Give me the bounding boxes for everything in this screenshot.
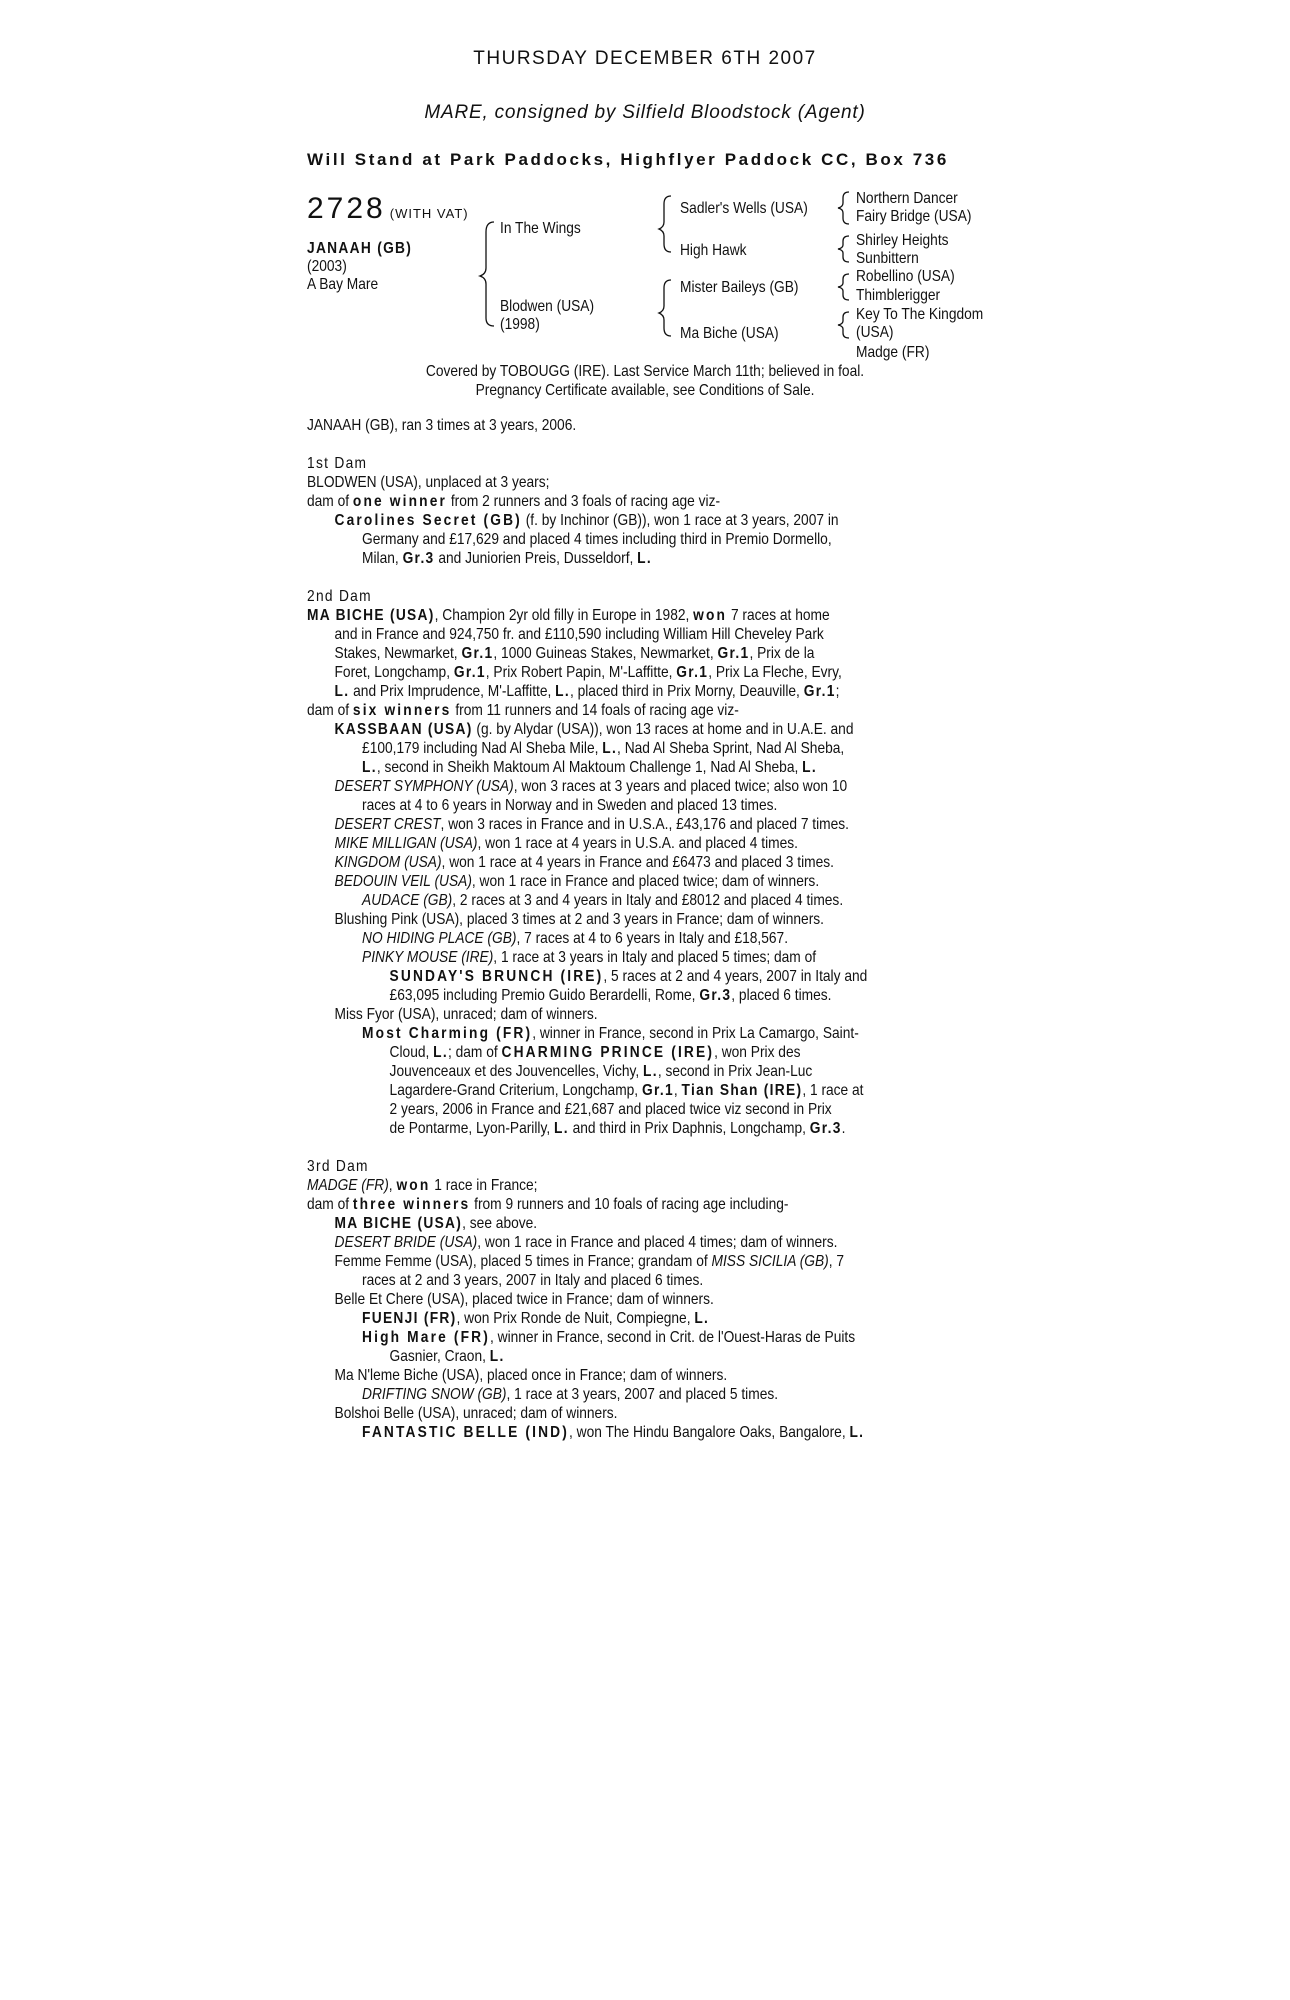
text-fragment: de Pontarme, Lyon-Parilly, xyxy=(389,1120,554,1137)
offspring-name: MIKE MILLIGAN (USA) xyxy=(334,835,478,852)
pedigree-sire: In The Wings xyxy=(500,220,581,237)
text-fragment: , 5 races at 2 and 4 years, 2007 in Italy and xyxy=(603,968,868,985)
grade: L. xyxy=(334,683,350,700)
pedigree-g5: Robellino (USA) xyxy=(856,268,955,285)
grade: L. xyxy=(849,1424,865,1441)
first-dam-produce xyxy=(307,492,909,511)
offspring-entry xyxy=(307,815,909,834)
offspring-entry-cont xyxy=(307,758,909,777)
grade: Gr.1 xyxy=(717,645,750,662)
text-fragment: , placed 6 times. xyxy=(731,987,832,1004)
offspring-entry-cont: Germany and £17,629 and placed 4 times including third in Premio Dormello, xyxy=(362,531,832,548)
text-fragment: , Nad Al Sheba Sprint, Nad Al Sheba, xyxy=(617,740,845,757)
pedigree-g2: Fairy Bridge (USA) xyxy=(856,208,972,225)
text-fragment: dam of xyxy=(307,493,353,510)
third-dam-line xyxy=(307,1176,909,1195)
text-fragment: , won 3 races at 3 years and placed twice; also won 10 xyxy=(513,778,848,795)
text-fragment: , won Prix des xyxy=(714,1044,801,1061)
first-dam-heading: 1st Dam xyxy=(307,455,368,472)
grand-offspring-entry xyxy=(307,948,909,967)
offspring-name: Carolines Secret (GB) xyxy=(334,512,522,529)
horse-year: (2003) xyxy=(307,258,347,275)
grand-offspring-entry xyxy=(307,1328,909,1347)
grade: L. xyxy=(489,1348,505,1365)
offspring-name: KASSBAAN (USA) xyxy=(334,721,473,738)
text-fragment: , won Prix Ronde de Nuit, Compiegne, xyxy=(456,1310,695,1327)
text-fragment: ; xyxy=(835,683,840,700)
second-dam-produce xyxy=(307,701,909,720)
vat-note: (WITH VAT) xyxy=(389,206,469,221)
offspring-entry-cont xyxy=(307,739,909,758)
lot-number: 2728 xyxy=(307,192,386,225)
text-fragment: won xyxy=(396,1177,431,1194)
text-fragment: and third in Prix Daphnis, Longchamp, xyxy=(568,1120,810,1137)
text-fragment: , won The Hindu Bangalore Oaks, Bangalore, xyxy=(568,1424,850,1441)
text-fragment: Gasnier, Craon, xyxy=(389,1348,490,1365)
great-grand-offspring-cont xyxy=(307,986,909,1005)
text-fragment: , xyxy=(388,1177,397,1194)
grade: Gr.1 xyxy=(676,664,709,681)
stand-location: Will Stand at Park Paddocks, Highflyer Paddock CC, Box 736 xyxy=(307,150,949,169)
offspring-entry xyxy=(307,853,909,872)
grade: L. xyxy=(602,740,618,757)
second-dam-cont xyxy=(307,682,909,701)
text-fragment: , winner in France, second in Prix La Camargo, Saint- xyxy=(532,1025,859,1042)
text-fragment: , winner in France, second in Crit. de l'Ouest-Haras de Puits xyxy=(489,1329,856,1346)
grand-offspring-entry xyxy=(307,929,909,948)
pedigree-dam-year: (1998) xyxy=(500,316,540,333)
text-fragment: , Prix Robert Papin, M'-Laffitte, xyxy=(485,664,677,681)
text-fragment: , won 1 race at 4 years in U.S.A. and placed 4 times. xyxy=(477,835,798,852)
offspring-name: DESERT CREST xyxy=(334,816,441,833)
text-fragment: dam of xyxy=(307,1196,353,1213)
offspring-entry xyxy=(307,511,909,530)
text-fragment: from 9 runners and 10 foals of racing age including- xyxy=(470,1196,789,1213)
text-fragment: from 2 runners and 3 foals of racing age viz- xyxy=(447,493,721,510)
pedigree-dam-sire: Mister Baileys (GB) xyxy=(680,279,799,296)
second-dam-line xyxy=(307,606,909,625)
covered-note xyxy=(0,362,1290,400)
grade: Gr.3 xyxy=(699,987,732,1004)
second-dam-cont: and in France and 924,750 fr. and £110,590 including William Hill Cheveley Park xyxy=(334,626,824,643)
pedigree-g1: Northern Dancer xyxy=(856,190,958,207)
offspring-entry: Bolshoi Belle (USA), unraced; dam of winners. xyxy=(334,1405,618,1422)
winners-count: three winners xyxy=(352,1196,471,1213)
grand-offspring-cont xyxy=(307,1062,909,1081)
offspring-entry xyxy=(307,1214,909,1233)
pedigree-g4: Sunbittern xyxy=(856,250,919,267)
grand-offspring-entry xyxy=(307,1309,909,1328)
text-fragment: Milan, xyxy=(362,550,403,567)
pedigree-sire-sire: Sadler's Wells (USA) xyxy=(680,200,808,217)
pedigree-dam: Blodwen (USA) xyxy=(500,298,595,315)
text-fragment: , 2 races at 3 and 4 years in Italy and £8012 and placed 4 times. xyxy=(452,892,844,909)
text-fragment: , 1 race at 3 years in Italy and placed 5 times; dam of xyxy=(493,949,817,966)
consignment-line: MARE, consigned by Silfield Bloodstock (Agent) xyxy=(424,102,866,123)
offspring-entry: Belle Et Chere (USA), placed twice in France; dam of winners. xyxy=(334,1291,714,1308)
grade: L. xyxy=(433,1044,448,1061)
offspring-name: SUNDAY'S BRUNCH (IRE) xyxy=(389,968,604,985)
grade: L. xyxy=(694,1310,710,1327)
horse-description: A Bay Mare xyxy=(307,276,379,293)
offspring-entry xyxy=(307,720,909,739)
text-fragment: (f. by Inchinor (GB)), won 1 race at 3 years, 2007 in xyxy=(521,512,839,529)
offspring-entry: Blushing Pink (USA), placed 3 times at 2 and 3 years in France; dam of winners. xyxy=(334,911,824,928)
grand-offspring-entry xyxy=(307,1385,909,1404)
pedigree-sire-dam: High Hawk xyxy=(680,242,747,259)
text-fragment: , 1 race at 3 years, 2007 and placed 5 times. xyxy=(506,1386,779,1403)
offspring-entry: Ma N'leme Biche (USA), placed once in France; dam of winners. xyxy=(334,1367,728,1384)
offspring-name: MISS SICILIA (GB) xyxy=(711,1253,829,1270)
text-fragment: . xyxy=(841,1120,846,1137)
offspring-name: FUENJI (FR) xyxy=(362,1310,457,1327)
grand-offspring-entry xyxy=(307,891,909,910)
text-fragment: , won 1 race in France and placed 4 times; dam of winners. xyxy=(477,1234,838,1251)
catalogue-body xyxy=(307,416,909,1442)
offspring-name: NO HIDING PLACE (GB) xyxy=(362,930,517,947)
text-fragment: 7 races at home xyxy=(727,607,830,624)
offspring-entry xyxy=(307,834,909,853)
third-dam-produce xyxy=(307,1195,909,1214)
offspring-name: KINGDOM (USA) xyxy=(334,854,442,871)
offspring-name: High Mare (FR) xyxy=(362,1329,490,1346)
text-fragment: , xyxy=(673,1082,682,1099)
horse-name: JANAAH (GB) xyxy=(307,240,413,257)
text-fragment: Cloud, xyxy=(389,1044,434,1061)
grand-offspring-entry xyxy=(307,1024,909,1043)
covered-line-2: Pregnancy Certificate available, see Conditions of Sale. xyxy=(475,382,815,399)
pedigree-g8: Madge (FR) xyxy=(856,344,930,361)
grand-offspring-entry xyxy=(307,1423,909,1442)
first-dam-line: BLODWEN (USA), unplaced at 3 years; xyxy=(307,474,550,491)
grand-offspring-cont xyxy=(307,1119,909,1138)
dam-name: MADGE (FR) xyxy=(307,1177,389,1194)
text-fragment: Foret, Longchamp, xyxy=(334,664,454,681)
text-fragment: (g. by Alydar (USA)), won 13 races at home and in U.A.E. and xyxy=(472,721,854,738)
text-fragment: , won 1 race at 4 years in France and £6473 and placed 3 times. xyxy=(441,854,834,871)
text-fragment: , 7 races at 4 to 6 years in Italy and £18,567. xyxy=(516,930,789,947)
text-fragment: , 7 xyxy=(828,1253,845,1270)
text-fragment: , second in Sheikh Maktoum Al Maktoum Challenge 1, Nad Al Sheba, xyxy=(376,759,803,776)
winners-count: one winner xyxy=(352,493,448,510)
offspring-entry xyxy=(307,777,909,796)
grade: Gr.3 xyxy=(402,550,435,567)
grand-offspring-cont: 2 years, 2006 in France and £21,687 and placed twice viz second in Prix xyxy=(389,1101,832,1118)
grade: Gr.1 xyxy=(453,664,486,681)
grade: Gr.1 xyxy=(641,1082,674,1099)
text-fragment: and Prix Imprudence, M'-Laffitte, xyxy=(349,683,556,700)
covered-line-1: Covered by TOBOUGG (IRE). Last Service March 11th; believed in foal. xyxy=(425,363,865,380)
text-fragment: £63,095 including Premio Guido Berardelli, Rome, xyxy=(389,987,700,1004)
grade: L. xyxy=(802,759,817,776)
offspring-entry-cont xyxy=(307,549,909,568)
second-dam-cont xyxy=(307,644,909,663)
grade: L. xyxy=(553,1120,569,1137)
text-fragment: , Prix de la xyxy=(749,645,815,662)
text-fragment: , Prix La Fleche, Evry, xyxy=(708,664,842,681)
text-fragment: , Champion 2yr old filly in Europe in 1982, xyxy=(434,607,694,624)
pedigree-dam-dam: Ma Biche (USA) xyxy=(680,325,779,342)
third-dam-heading: 3rd Dam xyxy=(307,1158,369,1175)
text-fragment: from 11 runners and 14 foals of racing age viz- xyxy=(451,702,739,719)
grand-offspring-cont xyxy=(307,1347,909,1366)
text-fragment: Stakes, Newmarket, xyxy=(334,645,462,662)
grade: L. xyxy=(555,683,570,700)
text-fragment: Jouvenceaux et des Jouvencelles, Vichy, xyxy=(389,1063,644,1080)
grade: Gr.1 xyxy=(461,645,494,662)
pedigree-g6: Thimblerigger xyxy=(856,287,941,304)
offspring-entry xyxy=(307,1252,909,1271)
text-fragment: 1 race in France; xyxy=(430,1177,538,1194)
text-fragment: and Juniorien Preis, Dusseldorf, xyxy=(434,550,638,567)
grand-offspring-cont xyxy=(307,1081,909,1100)
offspring-entry-cont: races at 2 and 3 years, 2007 in Italy and placed 6 times. xyxy=(362,1272,704,1289)
text-fragment: , won 3 races in France and in U.S.A., £43,176 and placed 7 times. xyxy=(440,816,849,833)
race-summary: JANAAH (GB), ran 3 times at 3 years, 2006. xyxy=(307,417,577,434)
text-fragment: , 1 race at xyxy=(802,1082,864,1099)
grade: Gr.3 xyxy=(809,1120,842,1137)
offspring-name: Tian Shan (IRE) xyxy=(681,1082,803,1099)
winners-count: six winners xyxy=(352,702,452,719)
text-fragment: Lagardere-Grand Criterium, Longchamp, xyxy=(389,1082,642,1099)
offspring-entry xyxy=(307,1233,909,1252)
offspring-name: DESERT SYMPHONY (USA) xyxy=(334,778,514,795)
grade: L. xyxy=(362,759,377,776)
text-fragment: , won 1 race in France and placed twice; dam of winners. xyxy=(471,873,820,890)
sale-date: THURSDAY DECEMBER 6TH 2007 xyxy=(473,48,817,69)
offspring-entry xyxy=(307,872,909,891)
offspring-name: AUDACE (GB) xyxy=(362,892,453,909)
text-fragment: ; dam of xyxy=(447,1044,502,1061)
text-fragment: Femme Femme (USA), placed 5 times in France; grandam of xyxy=(334,1253,712,1270)
offspring-name: MA BICHE (USA) xyxy=(334,1215,463,1232)
second-dam-cont xyxy=(307,663,909,682)
grade: L. xyxy=(643,1063,658,1080)
text-fragment: , 1000 Guineas Stakes, Newmarket, xyxy=(493,645,718,662)
grade: L. xyxy=(637,550,652,567)
offspring-name: Most Charming (FR) xyxy=(362,1025,533,1042)
offspring-name: BEDOUIN VEIL (USA) xyxy=(334,873,472,890)
offspring-name: FANTASTIC BELLE (IND) xyxy=(362,1424,569,1441)
text-fragment: won xyxy=(693,607,728,624)
pedigree-g3: Shirley Heights xyxy=(856,232,949,249)
text-fragment: , see above. xyxy=(462,1215,538,1232)
pedigree-g7-country: (USA) xyxy=(856,324,894,341)
second-dam-heading: 2nd Dam xyxy=(307,588,372,605)
text-fragment: £100,179 including Nad Al Sheba Mile, xyxy=(362,740,603,757)
dam-name: MA BICHE (USA) xyxy=(307,607,435,624)
text-fragment: , placed third in Prix Morny, Deauville, xyxy=(569,683,804,700)
grand-offspring-cont xyxy=(307,1043,909,1062)
offspring-name: DESERT BRIDE (USA) xyxy=(334,1234,478,1251)
text-fragment: , second in Prix Jean-Luc xyxy=(657,1063,813,1080)
offspring-entry: Miss Fyor (USA), unraced; dam of winners. xyxy=(334,1006,598,1023)
offspring-name: DRIFTING SNOW (GB) xyxy=(362,1386,507,1403)
offspring-name: CHARMING PRINCE (IRE) xyxy=(501,1044,715,1061)
offspring-name: PINKY MOUSE (IRE) xyxy=(362,949,494,966)
offspring-entry-cont: races at 4 to 6 years in Norway and in Sweden and placed 13 times. xyxy=(362,797,778,814)
text-fragment: dam of xyxy=(307,702,353,719)
pedigree-g7: Key To The Kingdom xyxy=(856,306,984,323)
pedigree-braces xyxy=(0,0,1290,380)
grade: Gr.1 xyxy=(803,683,836,700)
great-grand-offspring-entry xyxy=(307,967,909,986)
